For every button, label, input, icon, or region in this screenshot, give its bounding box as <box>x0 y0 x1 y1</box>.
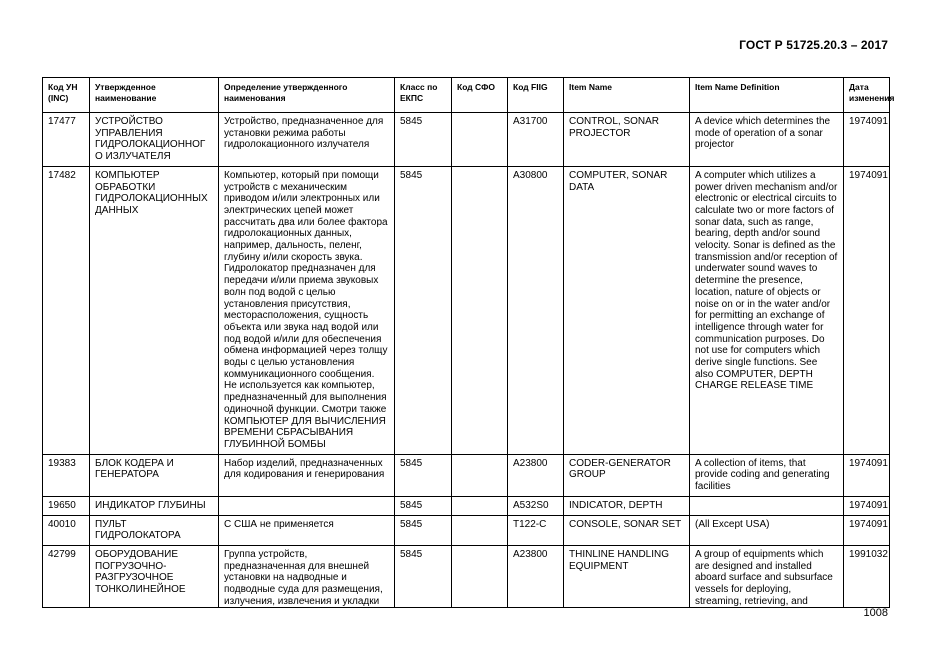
cell-fiig: A31700 <box>508 113 564 167</box>
cell-item-definition: A group of equipments which are designed and installed aboard surface and subsurface vessels for deploying, streaming, retrieving, and <box>690 545 844 608</box>
column-header-item-name: Item Name <box>564 78 690 113</box>
cell-definition: С США не применяется <box>219 515 395 545</box>
cell-sfo <box>452 113 508 167</box>
table-row <box>43 515 890 545</box>
cell-fsc: 5845 <box>395 113 452 167</box>
cell-item-definition: A collection of items, that provide coding and generating facilities <box>690 454 844 496</box>
cell-item-name: INDICATOR, DEPTH <box>564 496 690 515</box>
column-header-sfo: Код СФО <box>452 78 508 113</box>
column-header-fiig: Код FIIG <box>508 78 564 113</box>
cell-fsc: 5845 <box>395 496 452 515</box>
cell-definition: Набор изделий, предназначенных для кодирования и генерирования <box>219 454 395 496</box>
cell-inc: 42799 <box>43 545 90 608</box>
table-row <box>43 496 890 515</box>
cell-inc: 19650 <box>43 496 90 515</box>
document-header: ГОСТ Р 51725.20.3 – 2017 <box>739 38 888 52</box>
cell-item-definition: A computer which utilizes a power driven mechanism and/or electronic or electrical circuits to calculate two or more factors of sonar data, such as range, bearing, depth and/or sound velocity. Sonar is defined as the transmission and/or reception of underwater sound waves to determine the presence, location, nature of objects or noise on or in the water and/or for permitting an exchange of intelligence through water for communication purposes. Do not use for computers which derive single functions. See also COMPUTER, DEPTH CHARGE RELEASE TIME <box>690 166 844 454</box>
cell-inc: 17477 <box>43 113 90 167</box>
cell-inc: 19383 <box>43 454 90 496</box>
cell-item-definition <box>690 496 844 515</box>
column-header-definition: Определение утвержденного наименования <box>219 78 395 113</box>
column-header-fsc: Класс по ЕКПС <box>395 78 452 113</box>
cell-sfo <box>452 515 508 545</box>
cell-sfo <box>452 454 508 496</box>
cell-approved-name: УСТРОЙСТВО УПРАВЛЕНИЯ ГИДРОЛОКАЦИОННОГ О ИЗЛУЧАТЕЛЯ <box>90 113 219 167</box>
cell-date: 1974091 <box>844 113 890 167</box>
cell-fiig: A30800 <box>508 166 564 454</box>
cell-date: 1974091 <box>844 454 890 496</box>
cell-date: 1974091 <box>844 515 890 545</box>
cell-inc: 17482 <box>43 166 90 454</box>
cell-definition: Группа устройств, предназначенная для внешней установки на надводные и подводные суда для размещения, излучения, извлечения и укладки <box>219 545 395 608</box>
cell-approved-name: КОМПЬЮТЕР ОБРАБОТКИ ГИДРОЛОКАЦИОННЫХ ДАННЫХ <box>90 166 219 454</box>
column-header-approved-name: Утвержденное наименование <box>90 78 219 113</box>
table-row <box>43 545 890 608</box>
cell-item-name: COMPUTER, SONAR DATA <box>564 166 690 454</box>
page-number: 1008 <box>863 607 888 619</box>
cell-date: 1974091 <box>844 496 890 515</box>
table-header-row <box>43 78 890 113</box>
cell-fsc: 5845 <box>395 515 452 545</box>
column-header-item-definition: Item Name Definition <box>690 78 844 113</box>
cell-fiig: A23800 <box>508 545 564 608</box>
cell-approved-name: ИНДИКАТОР ГЛУБИНЫ <box>90 496 219 515</box>
cell-sfo <box>452 545 508 608</box>
item-name-table <box>42 77 895 608</box>
cell-item-definition: A device which determines the mode of operation of a sonar projector <box>690 113 844 167</box>
cell-fsc: 5845 <box>395 166 452 454</box>
column-header-inc: Код УН (INC) <box>43 78 90 113</box>
cell-definition: Компьютер, который при помощи устройств с механическим приводом и/или электронных или электрических цепей может рассчитать два или более фактора гидролокационных данных, например, дальность, пеленг, глубину и/или скорость звука. Гидролокатор предназначен для передачи и/или приема звуковых волн под водой с целью установления присутствия, месторасположения, сущность объекта или звука над водой или под водой и/или для обеспечения обмена информацией через толщу воды с целью установления коммуникационного сообщения. Не используется как компьютер, предназначенный для выполнения одиночной функции. Смотри также КОМПЬЮТЕР ДЛЯ ВЫЧИСЛЕНИЯ ВРЕМЕНИ СБРАСЫВАНИЯ ГЛУБИННОЙ БОМБЫ <box>219 166 395 454</box>
cell-definition <box>219 496 395 515</box>
cell-fiig: A23800 <box>508 454 564 496</box>
cell-fiig: A532S0 <box>508 496 564 515</box>
cell-fiig: T122-C <box>508 515 564 545</box>
cell-inc: 40010 <box>43 515 90 545</box>
table-row <box>43 454 890 496</box>
cell-date: 1991032 <box>844 545 890 608</box>
cell-approved-name: ОБОРУДОВАНИЕ ПОГРУЗОЧНО-РАЗГРУЗОЧНОЕ ТОНКОЛИНЕЙНОЕ <box>90 545 219 608</box>
table-row <box>43 113 890 167</box>
cell-fsc: 5845 <box>395 545 452 608</box>
cell-approved-name: ПУЛЬТ ГИДРОЛОКАТОРА <box>90 515 219 545</box>
table-row <box>43 166 890 454</box>
cell-sfo <box>452 166 508 454</box>
column-header-date: Дата изменения <box>844 78 890 113</box>
cell-item-name: CONTROL, SONAR PROJECTOR <box>564 113 690 167</box>
cell-fsc: 5845 <box>395 454 452 496</box>
cell-item-name: THINLINE HANDLING EQUIPMENT <box>564 545 690 608</box>
cell-item-name: CONSOLE, SONAR SET <box>564 515 690 545</box>
cell-definition: Устройство, предназначенное для установки режима работы гидролокационного излучателя <box>219 113 395 167</box>
cell-date: 1974091 <box>844 166 890 454</box>
cell-item-definition: (All Except USA) <box>690 515 844 545</box>
cell-sfo <box>452 496 508 515</box>
cell-approved-name: БЛОК КОДЕРА И ГЕНЕРАТОРА <box>90 454 219 496</box>
cell-item-name: CODER-GENERATOR GROUP <box>564 454 690 496</box>
